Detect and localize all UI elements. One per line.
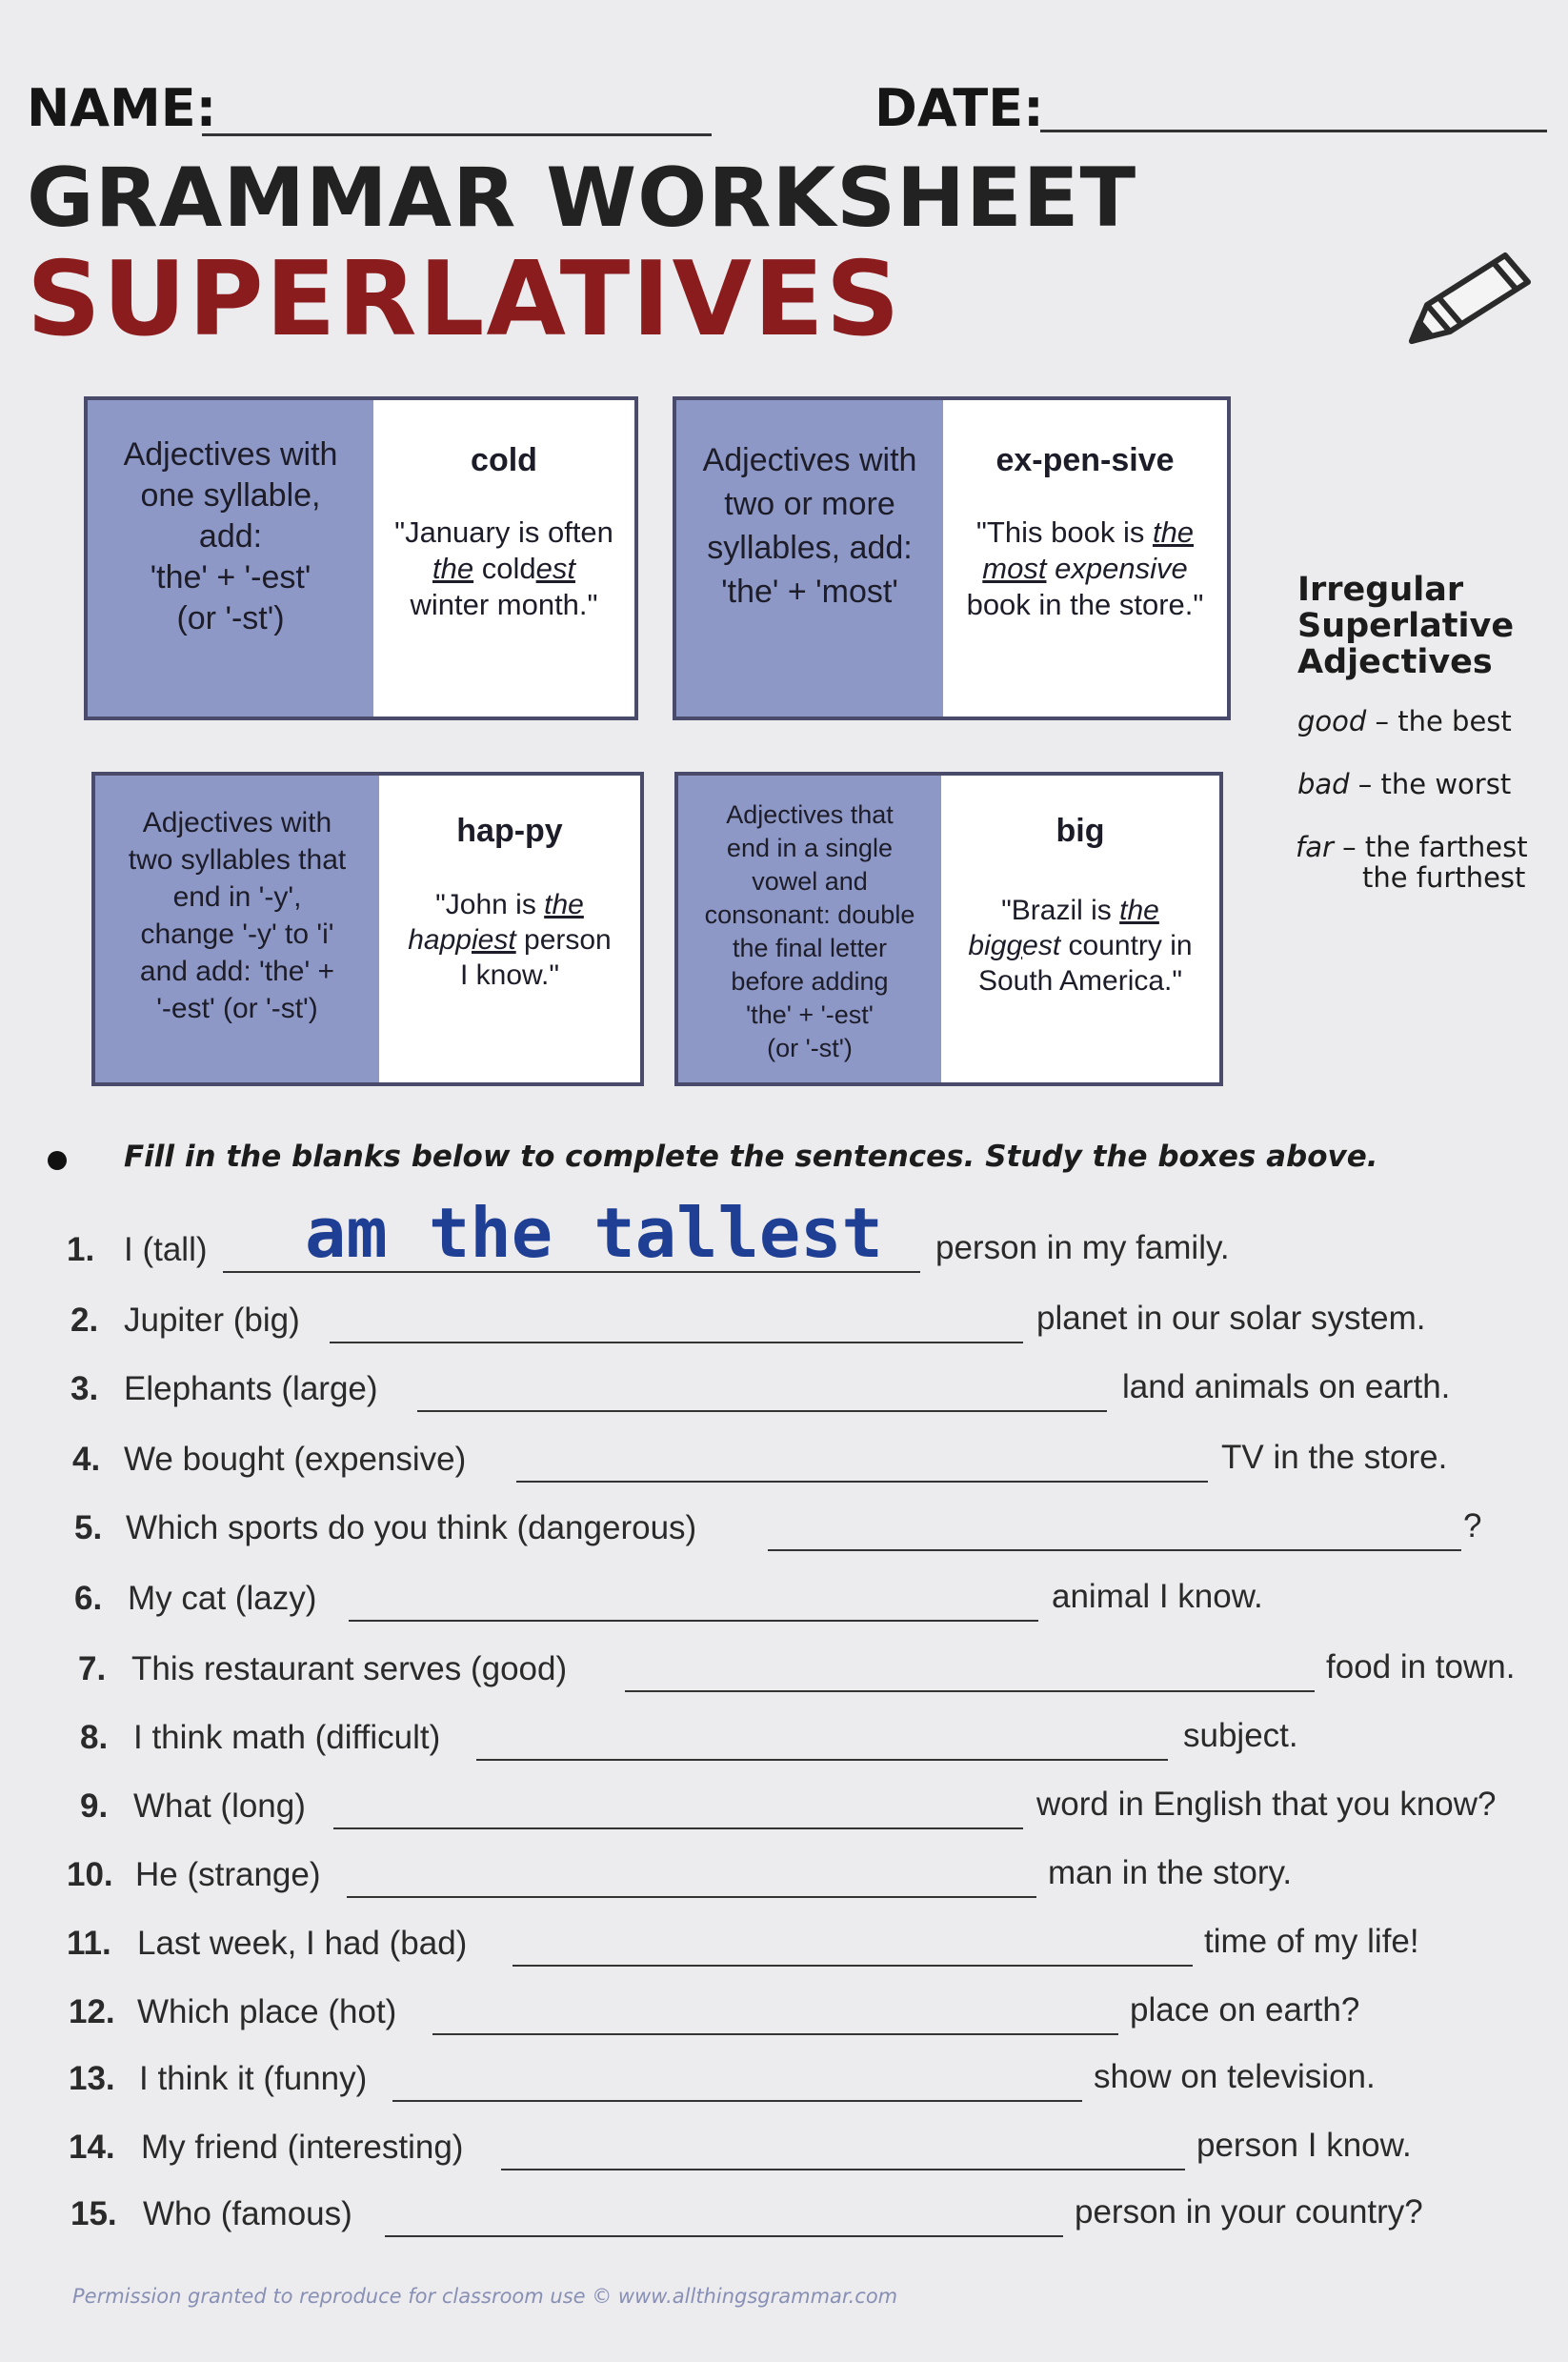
exercise-number: 8. xyxy=(80,1719,109,1756)
example-suffix: est xyxy=(1022,930,1061,961)
example-the: the xyxy=(544,889,584,920)
exercise-prompt: Elephants (large) xyxy=(124,1370,378,1407)
exercise-ending: person in my family. xyxy=(935,1229,1230,1266)
rule-line: add: xyxy=(198,518,263,555)
exercise-prompt: Last week, I had (bad) xyxy=(137,1925,468,1962)
exercise-number: 4. xyxy=(72,1441,101,1478)
irregular-heading xyxy=(1297,572,1514,680)
example-line xyxy=(982,551,1187,587)
rule-line: '-est' (or '-st') xyxy=(156,993,318,1024)
example-prefix: "John is xyxy=(435,889,536,920)
exercise-item xyxy=(0,1292,1568,1349)
example-suffix: est xyxy=(535,552,575,585)
rule-line: change '-y' to 'i' xyxy=(140,919,334,950)
exercise-prompt: Which place (hot) xyxy=(137,1993,397,2030)
exercise-ending: man in the story. xyxy=(1048,1854,1293,1891)
rule-line: Adjectives with xyxy=(142,807,332,838)
example-the: the xyxy=(1119,895,1159,926)
exercise-item xyxy=(0,2186,1568,2243)
example-line: winter month." xyxy=(410,588,598,621)
rule-line: Adjectives that xyxy=(726,800,894,829)
exercise-item xyxy=(0,2119,1568,2176)
rule-line: end in '-y', xyxy=(172,881,302,913)
exercise-prompt: He (strange) xyxy=(135,1856,321,1893)
irregular-word: good xyxy=(1297,705,1367,737)
exercise-prompt: My friend (interesting) xyxy=(141,2129,464,2166)
pencil-icon xyxy=(1398,244,1541,359)
rule-line: 'the' + 'most' xyxy=(721,574,898,610)
exercise-prompt: This restaurant serves (good) xyxy=(131,1650,568,1687)
exercise-ending: word in English that you know? xyxy=(1036,1786,1497,1823)
exercise-prompt: Jupiter (big) xyxy=(124,1302,300,1339)
exercise-number: 2. xyxy=(70,1302,99,1339)
example-line: "January is often xyxy=(394,515,613,549)
rule-line: and add: 'the' + xyxy=(139,956,335,987)
exercise-item xyxy=(0,1193,1568,1279)
example-word: big xyxy=(1055,813,1105,849)
example-doubled-letters: gg xyxy=(990,930,1023,961)
rule-box-one-syllable xyxy=(84,396,638,720)
name-blank[interactable] xyxy=(202,133,712,136)
rule-box-ends-in-y-rule xyxy=(95,776,379,1082)
exercise-item xyxy=(0,1361,1568,1418)
example-stem: happ xyxy=(408,924,472,956)
rule-line: Adjectives with xyxy=(123,436,338,473)
rule-box-one-syllable-example xyxy=(373,400,634,717)
answer-blank[interactable] xyxy=(333,1827,1023,1829)
rule-box-ends-in-y xyxy=(91,772,644,1086)
rule-line: 'the' + '-est' xyxy=(150,559,312,596)
exercise-number: 7. xyxy=(78,1650,107,1687)
rule-line: 'the' + '-est' xyxy=(746,1000,874,1029)
answer-blank[interactable] xyxy=(417,1410,1107,1412)
exercise-ending: person in your country? xyxy=(1075,2193,1423,2231)
example-line xyxy=(1001,893,1159,928)
exercise-prompt: Who (famous) xyxy=(143,2195,352,2232)
irregular-form: – the farthest xyxy=(1333,831,1528,863)
exercise-item xyxy=(0,1500,1568,1557)
exercise-ending: place on earth? xyxy=(1130,1991,1360,2029)
exercise-ending: person I know. xyxy=(1196,2127,1412,2164)
irregular-form: – the worst xyxy=(1349,768,1512,800)
example-line xyxy=(432,551,575,587)
exercise-prompt: What (long) xyxy=(133,1787,306,1825)
example-the: the xyxy=(432,552,474,585)
example-suffix: iest xyxy=(471,924,516,956)
rule-line: two or more xyxy=(724,486,895,522)
exercise-prompt: I think it (funny) xyxy=(139,2060,368,2097)
example-line: I know." xyxy=(459,959,560,991)
example-word: cold xyxy=(471,442,537,478)
irregular-item-far xyxy=(1296,831,1528,863)
exercise-item xyxy=(0,1847,1568,1904)
answer-blank[interactable] xyxy=(501,2169,1185,2170)
exercise-item xyxy=(0,1915,1568,1972)
exercise-number: 3. xyxy=(70,1370,99,1407)
exercise-number: 13. xyxy=(69,2060,115,2097)
exercise-number: 15. xyxy=(70,2195,117,2232)
worksheet-title: GRAMMAR WORKSHEET xyxy=(27,151,1137,246)
example-line: South America." xyxy=(977,965,1183,997)
exercise-ending: TV in the store. xyxy=(1221,1439,1448,1476)
example-word: hap-py xyxy=(456,813,563,849)
exercise-prompt: We bought (expensive) xyxy=(124,1441,467,1478)
example-line xyxy=(435,887,584,922)
answer-blank[interactable] xyxy=(347,1896,1036,1898)
irregular-word: far xyxy=(1296,831,1334,863)
worksheet-subtitle: SUPERLATIVES xyxy=(27,240,902,359)
irregular-title-line: Superlative xyxy=(1297,607,1515,645)
name-label: NAME: xyxy=(27,78,217,138)
answer-blank[interactable] xyxy=(476,1759,1168,1761)
exercise-ending: food in town. xyxy=(1326,1648,1516,1686)
example-word: ex-pen-sive xyxy=(995,442,1175,478)
rule-box-double-consonant-rule xyxy=(678,776,941,1082)
answer-blank[interactable] xyxy=(330,1342,1023,1343)
rule-line: (or '-st') xyxy=(176,600,285,636)
date-label: DATE: xyxy=(874,78,1044,138)
exercise-prompt: I think math (difficult) xyxy=(133,1719,441,1756)
example-line xyxy=(408,922,612,958)
exercise-number: 12. xyxy=(69,1993,115,2030)
answer-blank[interactable] xyxy=(349,1620,1038,1622)
example-line: book in the store." xyxy=(966,588,1204,621)
rule-line: two syllables that xyxy=(128,844,347,876)
rule-line: one syllable, xyxy=(140,477,321,514)
exercise-number: 5. xyxy=(74,1509,103,1546)
exercise-prompt: My cat (lazy) xyxy=(128,1580,317,1617)
rule-box-two-or-more xyxy=(673,396,1231,720)
handwritten-answer: am the tallest xyxy=(305,1193,883,1273)
irregular-item-good xyxy=(1297,705,1512,737)
example-the: the xyxy=(1152,515,1195,549)
exercise-ending: land animals on earth. xyxy=(1122,1368,1451,1405)
example-stem: cold xyxy=(481,552,536,585)
exercise-ending: animal I know. xyxy=(1052,1578,1263,1615)
bullet xyxy=(48,1151,67,1170)
example-noun: person xyxy=(524,924,612,956)
answer-blank[interactable] xyxy=(768,1549,1461,1551)
exercise-ending: planet in our solar system. xyxy=(1036,1300,1426,1337)
rule-box-one-syllable-rule xyxy=(88,400,373,717)
copyright-footer: Permission granted to reproduce for classroom use © www.allthingsgrammar.com xyxy=(72,2285,898,2308)
rule-box-double-consonant xyxy=(674,772,1223,1086)
instructions: Fill in the blanks below to complete the sentences. Study the boxes above. xyxy=(124,1140,1378,1174)
example-prefix: "Brazil is xyxy=(1001,895,1112,926)
answer-blank[interactable] xyxy=(432,2033,1118,2035)
exercise-number: 14. xyxy=(69,2129,115,2166)
rule-line: Adjectives with xyxy=(702,442,917,478)
irregular-item-far-alt: the furthest xyxy=(1362,861,1526,894)
exercise-prompt: Which sports do you think (dangerous) xyxy=(126,1509,697,1546)
exercise-item xyxy=(0,1778,1568,1835)
example-most: most xyxy=(982,552,1047,585)
rule-box-two-or-more-example xyxy=(943,400,1227,717)
rule-line: syllables, add: xyxy=(707,530,913,566)
exercise-item xyxy=(0,1709,1568,1766)
rule-line: end in a single xyxy=(726,834,894,862)
answer-blank[interactable] xyxy=(513,1965,1193,1967)
irregular-title-line: Adjectives xyxy=(1297,643,1493,681)
answer-blank[interactable] xyxy=(516,1481,1208,1483)
rule-line: the final letter xyxy=(732,934,888,962)
exercise-number: 11. xyxy=(67,1925,111,1962)
irregular-item-bad xyxy=(1297,768,1511,800)
exercise-item xyxy=(0,1431,1568,1488)
irregular-title-line: Irregular xyxy=(1297,571,1464,609)
example-prefix: "This book is xyxy=(975,515,1145,549)
example-stem: bi xyxy=(968,930,991,961)
exercise-ending: show on television. xyxy=(1094,2058,1376,2095)
exercise-item xyxy=(0,1641,1568,1698)
rule-line: (or '-st') xyxy=(767,1034,853,1062)
exercise-ending: time of my life! xyxy=(1204,1923,1419,1960)
rule-line: before adding xyxy=(731,967,889,996)
exercise-item xyxy=(0,1570,1568,1627)
exercise-number: 9. xyxy=(80,1787,109,1825)
rule-line: vowel and xyxy=(752,867,868,896)
exercise-ending: ? xyxy=(1463,1507,1482,1544)
rule-box-double-consonant-example xyxy=(941,776,1219,1082)
answer-blank[interactable] xyxy=(392,2100,1082,2102)
example-adjective: expensive xyxy=(1055,552,1188,585)
irregular-form: – the best xyxy=(1366,705,1512,737)
exercise-number: 1. xyxy=(67,1231,95,1268)
example-line xyxy=(976,515,1194,551)
answer-blank[interactable] xyxy=(625,1690,1315,1692)
rule-line: consonant: double xyxy=(704,900,915,929)
example-line xyxy=(968,928,1192,963)
date-blank[interactable] xyxy=(1040,130,1547,132)
exercise-item xyxy=(0,2050,1568,2108)
exercise-item xyxy=(0,1984,1568,2041)
answer-blank[interactable] xyxy=(385,2235,1063,2237)
exercise-number: 10. xyxy=(67,1856,113,1893)
example-rest: country in xyxy=(1068,930,1193,961)
rule-box-ends-in-y-example xyxy=(379,776,640,1082)
exercise-prompt: I (tall) xyxy=(124,1231,208,1268)
exercise-number: 6. xyxy=(74,1580,103,1617)
irregular-word: bad xyxy=(1297,768,1350,800)
exercise-ending: subject. xyxy=(1183,1717,1298,1754)
rule-box-two-or-more-rule xyxy=(676,400,943,717)
